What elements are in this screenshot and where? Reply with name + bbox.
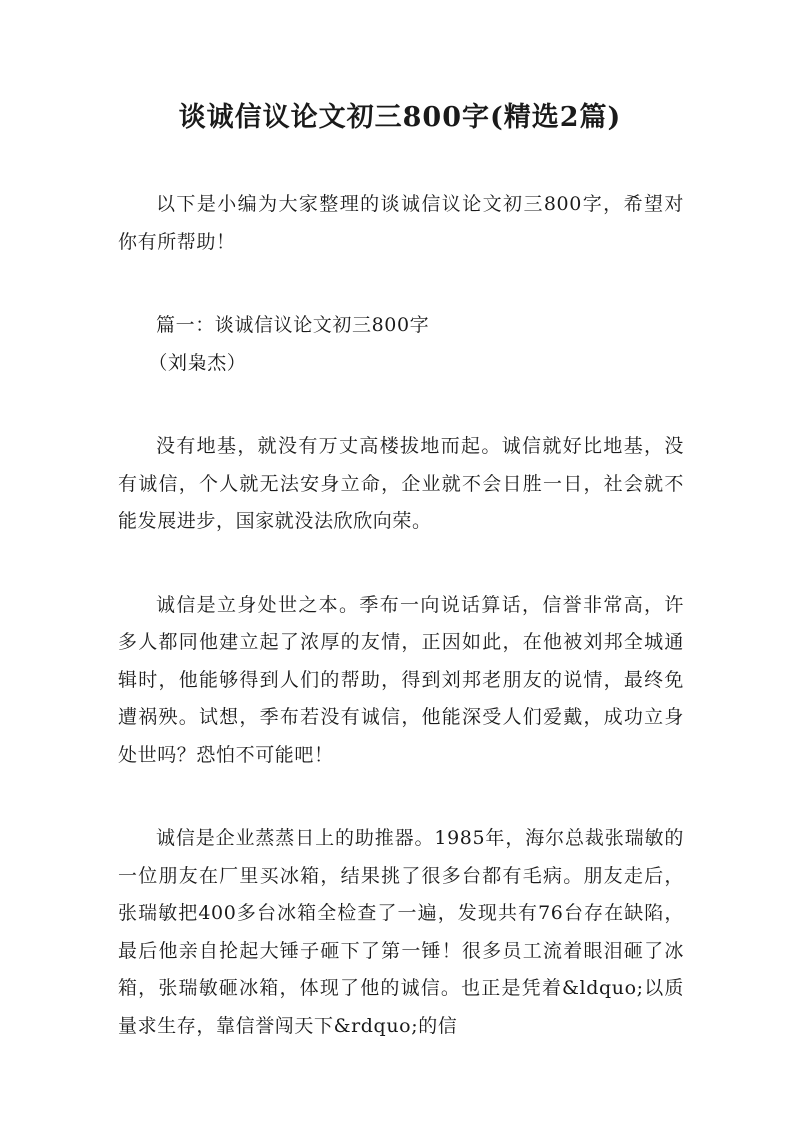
- body-paragraph-1: 没有地基，就没有万丈高楼拔地而起。诚信就好比地基，没有诚信，个人就无法安身立命，企业就不会日胜一日，社会就不能发展进步，国家就没法欣欣向荣。: [118, 435, 684, 532]
- intro-paragraph: 以下是小编为大家整理的谈诚信议论文初三800字，希望对你有所帮助！: [118, 193, 684, 253]
- spacer: [118, 541, 684, 587]
- page-title: 谈诚信议论文初三800字(精选2篇): [178, 102, 622, 133]
- document-body: [118, 186, 684, 1045]
- section-heading: 篇一：谈诚信议论文初三800字: [156, 314, 430, 336]
- spacer: [118, 382, 684, 428]
- section-author: （刘枭杰）: [148, 351, 247, 374]
- body-paragraph-3: 诚信是企业蒸蒸日上的助推器。1985年，海尔总裁张瑞敏的一位朋友在厂里买冰箱，结果挑了很多台都有毛病。朋友走后，张瑞敏把400多台冰箱全检查了一遍，发现共有76台存在缺陷，最后他亲自抡起大锤子砸下了第一锤！很多员工流着眼泪砸了冰箱，张瑞敏砸冰箱，体现了他的诚信。也正是凭着&ldquo;以质量求生存，靠信誉闯天下&rdquo;的信: [118, 827, 684, 1037]
- body-paragraph-2: 诚信是立身处世之本。季布一向说话算话，信誉非常高，许多人都同他建立起了浓厚的友情，正因如此，在他被刘邦全城通辑时，他能够得到人们的帮助，得到刘邦老朋友的说情，最终免遭祸殃。试想，季布若没有诚信，他能深受人们爱戴，成功立身处世吗？恐怕不可能吧！: [118, 593, 684, 766]
- spacer: [118, 774, 684, 820]
- spacer: [118, 261, 684, 307]
